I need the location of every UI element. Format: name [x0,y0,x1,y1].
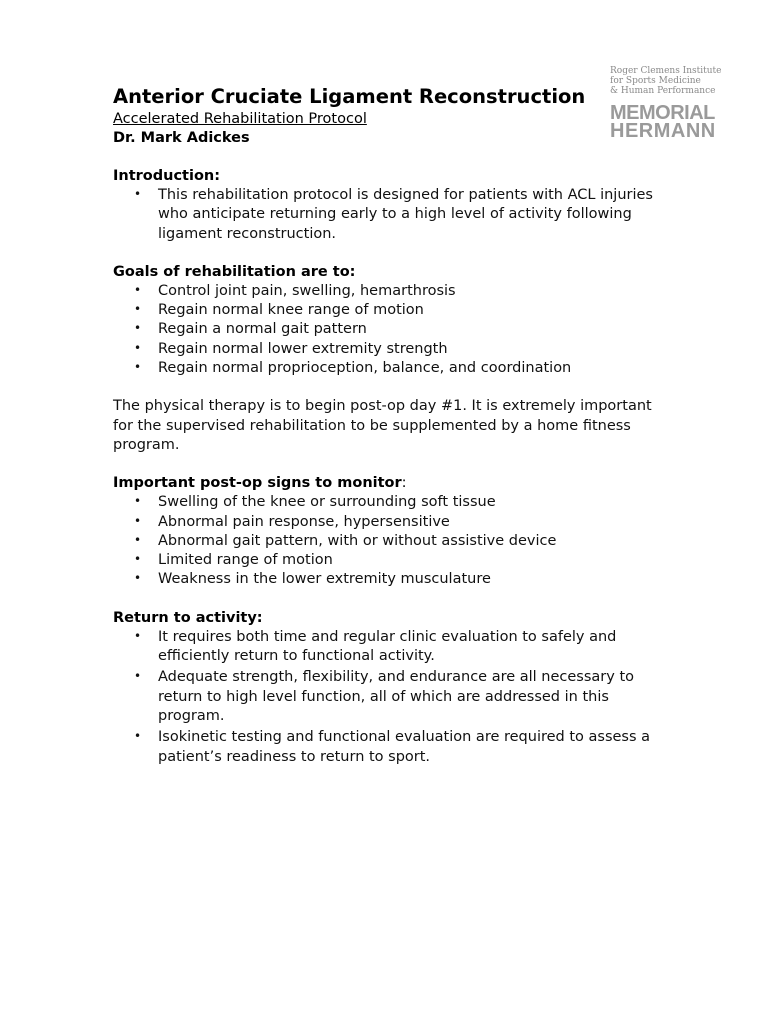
bullet-icon: • [134,187,142,201]
document-title: Anterior Cruciate Ligament Reconstruction [113,85,586,108]
document-author: Dr. Mark Adickes [113,130,250,146]
bullet-icon: • [134,628,142,643]
list-item: • Regain normal lower extremity strength [134,340,448,357]
goals-heading: Goals of rehabilitation are to: [113,263,356,280]
list-item: • Regain a normal gait pattern [134,321,367,338]
goals-list [113,282,653,378]
introduction-list [113,186,653,244]
bullet-icon: • [134,513,142,528]
document-body [113,84,653,767]
bullet-icon: • [134,571,142,586]
document-subtitle: Accelerated Rehabilitation Protocol [113,111,367,127]
logo-line-3: & Human Performance [610,86,716,96]
logo-brand-top: MEMORIAL [610,102,715,124]
list-item: • Limited range of motion [134,552,333,569]
bullet-icon: • [134,532,142,547]
list-item: • Regain normal proprioception, balance, and coordination [134,360,572,377]
list-item: • Abnormal gait pattern, with or without assistive device [134,532,557,549]
bullet-icon: • [134,321,142,336]
logo-brand-bottom: HERMANN [610,120,716,142]
list-item: • Control joint pain, swelling, hemarthrosis [134,282,456,299]
list-item: • Weakness in the lower extremity musculature [134,571,491,588]
bullet-icon: • [134,302,142,317]
logo-line-1: Roger Clemens Institute [610,66,722,76]
bullet-icon: • [134,340,142,355]
bullet-icon: • [134,669,142,684]
list-item: • This rehabilitation protocol is designed for patients with ACL injuries who anticipate returning early to a high level of activity following ligament reconstruction. [134,187,653,242]
list-item: • Regain normal knee range of motion [134,302,424,319]
signs-list [113,493,653,589]
list-item: • Swelling of the knee or surrounding soft tissue [134,494,496,511]
bullet-icon: • [134,494,142,509]
therapy-paragraph: The physical therapy is to begin post-op day #1. It is extremely important for the supervised rehabilitation to be supplemented by a home fitness program. [113,398,652,453]
introduction-heading: Introduction: [113,168,221,184]
list-item: • Isokinetic testing and functional evaluation are required to assess a patient’s readiness to return to sport. [134,729,651,765]
list-item: • Abnormal pain response, hypersensitive [134,513,450,530]
return-list [113,628,653,767]
logo-line-2: for Sports Medicine [610,76,701,86]
bullet-icon: • [134,552,142,567]
bullet-icon: • [134,282,142,297]
bullet-icon: • [134,729,142,744]
bullet-icon: • [134,360,142,375]
list-item: • It requires both time and regular clinic evaluation to safely and efficiently return to functional activity. [134,628,617,665]
signs-heading: Important post-op signs to monitor: [113,475,407,492]
return-heading: Return to activity: [113,609,263,626]
list-item: • Adequate strength, flexibility, and endurance are all necessary to return to high level function, all of which are addressed in this program. [134,669,635,724]
